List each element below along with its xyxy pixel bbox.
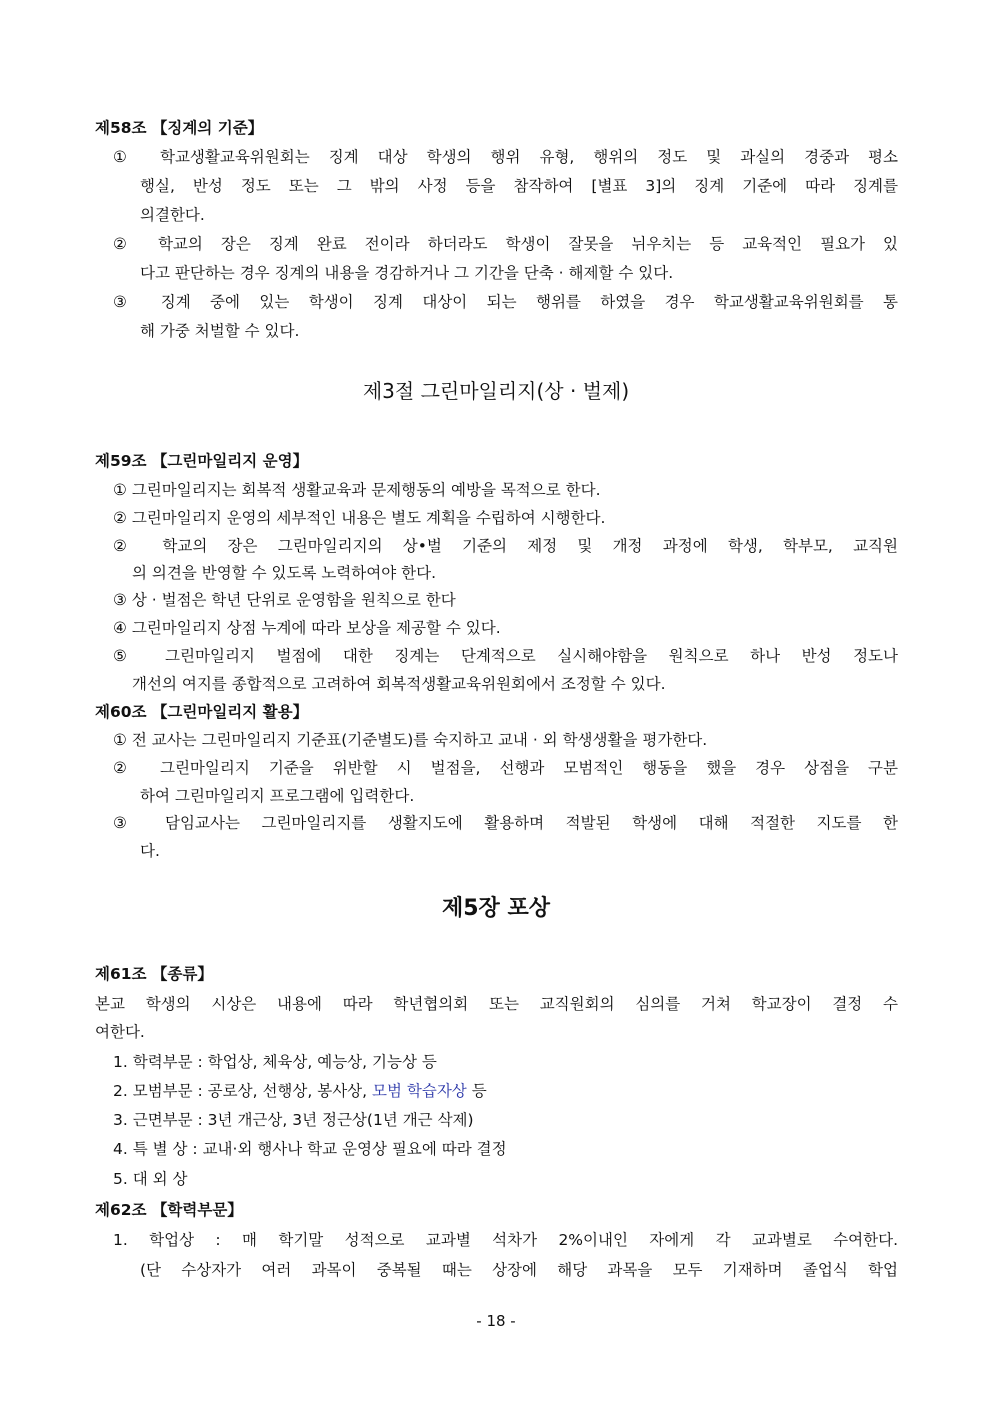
art58-para1-line2: 행실, 반성 정도 또는 그 밖의 사정 등을 참작하여 [별표 3]의 징계 기준에 따라 징계를 xyxy=(140,177,898,195)
art61-item-2 xyxy=(113,1081,487,1101)
art61-item-4: 4. 특 별 상 : 교내·외 행사나 학교 운영상 필요에 따라 결정 xyxy=(113,1140,507,1158)
art61-item-5: 5. 대 외 상 xyxy=(113,1170,188,1188)
art61-intro-line1: 본교 학생의 시상은 내용에 따라 학년협의회 또는 교직원회의 심의를 거쳐 학교장이 결정 수 xyxy=(95,995,898,1013)
article-61-title: 제61조 【종류】 xyxy=(95,965,213,983)
art59-para6-line2: 개선의 여지를 종합적으로 고려하여 회복적생활교육위원회에서 조정할 수 있다. xyxy=(132,675,666,693)
art59-para1: ① 그린마일리지는 회복적 생활교육과 문제행동의 예방을 목적으로 한다. xyxy=(113,481,601,499)
article-62-title: 제62조 【학력부문】 xyxy=(95,1201,243,1219)
article-59-title: 제59조 【그린마일리지 운영】 xyxy=(95,452,309,470)
article-60-title: 제60조 【그린마일리지 활용】 xyxy=(95,703,309,721)
article-58-title: 제58조 【징계의 기준】 xyxy=(95,119,264,137)
art59-para6-line1: ⑤ 그린마일리지 벌점에 대한 징계는 단계적으로 실시해야함을 원칙으로 하나 반성 정도나 xyxy=(113,647,898,665)
art59-para5: ④ 그린마일리지 상점 누계에 따라 보상을 제공할 수 있다. xyxy=(113,619,501,637)
art61-item-2-text: 2. 모범부문 : 공로상, 선행상, 봉사상, xyxy=(113,1082,368,1100)
page-number: - 18 - xyxy=(476,1312,516,1330)
art61-item-1: 1. 학력부문 : 학업상, 체육상, 예능상, 기능상 등 xyxy=(113,1053,437,1071)
art58-para2-line2: 다고 판단하는 경우 징계의 내용을 경감하거나 그 기간을 단축 · 해제할 수 있다. xyxy=(140,264,674,282)
art61-item-2-tail: 등 xyxy=(466,1082,487,1100)
art59-para4: ③ 상 · 벌점은 학년 단위로 운영함을 원칙으로 한다 xyxy=(113,591,456,609)
art58-para1-line1: ① 학교생활교육위원회는 징계 대상 학생의 행위 유형, 행위의 정도 및 과실의 경중과 평소 xyxy=(113,148,898,166)
art58-para1-line3: 의결한다. xyxy=(140,206,205,224)
art61-item-3: 3. 근면부문 : 3년 개근상, 3년 정근상(1년 개근 삭제) xyxy=(113,1111,474,1129)
art60-para2-line2: 하여 그린마일리지 프로그램에 입력한다. xyxy=(140,787,415,805)
chapter-5-heading: 제5장 포상 xyxy=(442,896,550,921)
art62-para1-line2: (단 수상자가 여러 과목이 중복될 때는 상장에 해당 과목을 모두 기재하며 졸업식 학업 xyxy=(140,1261,898,1279)
art60-para3-line2: 다. xyxy=(140,842,160,860)
art59-para3-line2: 의 의견을 반영할 수 있도록 노력하여야 한다. xyxy=(132,564,437,582)
art60-para3-line1: ③ 담임교사는 그린마일리지를 생활지도에 활용하며 적발된 학생에 대해 적절한 지도를 한 xyxy=(113,814,898,832)
section-3-heading: 제3절 그린마일리지(상 · 벌제) xyxy=(362,379,630,403)
art59-para3-line1: ② 학교의 장은 그린마일리지의 상•벌 기준의 제정 및 개정 과정에 학생, 학부모, 교직원 xyxy=(113,537,898,555)
art58-para3-line2: 해 가중 처벌할 수 있다. xyxy=(140,322,300,340)
art60-para1: ① 전 교사는 그린마일리지 기준표(기준별도)를 숙지하고 교내 · 외 학생생활을 평가한다. xyxy=(113,731,708,749)
art61-item-2-highlight: 모범 학습자상 xyxy=(372,1082,467,1100)
art62-para1-line1: 1. 학업상 : 매 학기말 성적으로 교과별 석차가 2%이내인 자에게 각 교과별로 수여한다. xyxy=(113,1231,898,1249)
art58-para3-line1: ③ 징계 중에 있는 학생이 징계 대상이 되는 행위를 하였을 경우 학교생활교육위원회를 통 xyxy=(113,293,898,311)
art61-intro-line2: 여한다. xyxy=(95,1023,145,1041)
art58-para2-line1: ② 학교의 장은 징계 완료 전이라 하더라도 학생이 잘못을 뉘우치는 등 교육적인 필요가 있 xyxy=(113,235,898,253)
art59-para2: ② 그린마일리지 운영의 세부적인 내용은 별도 계획을 수립하여 시행한다. xyxy=(113,509,606,527)
art60-para2-line1: ② 그린마일리지 기준을 위반할 시 벌점을, 선행과 모범적인 행동을 했을 경우 상점을 구분 xyxy=(113,759,898,777)
